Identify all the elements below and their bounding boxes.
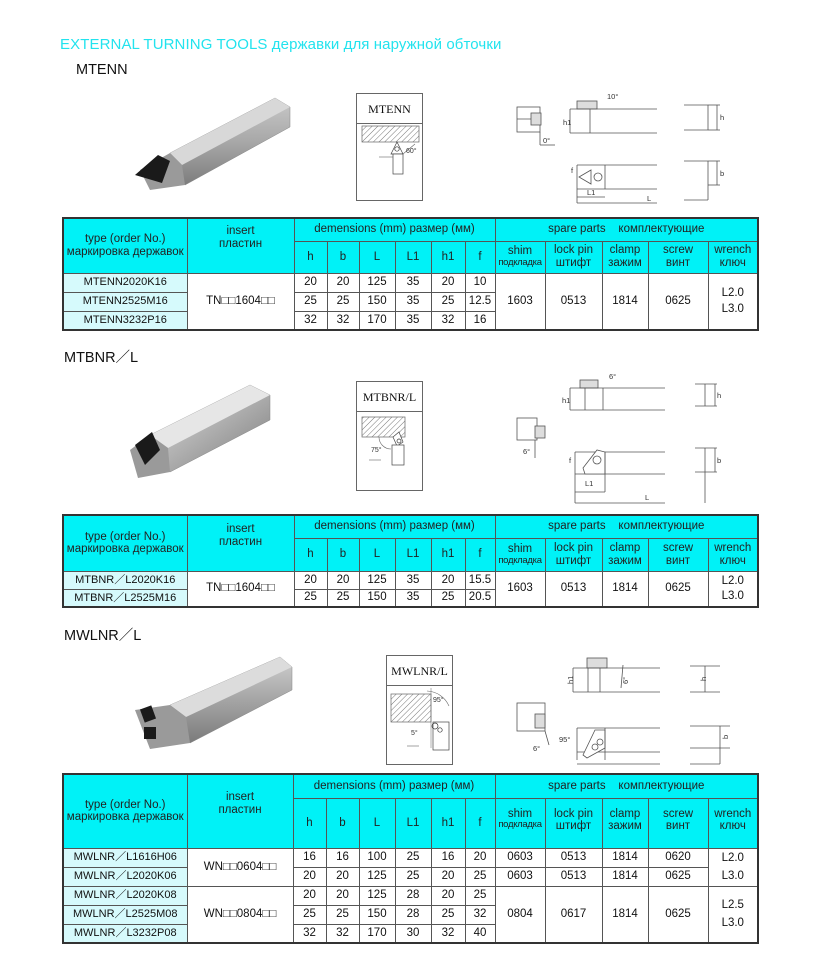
dimension-label: L1 bbox=[587, 188, 596, 197]
angle-label: 60° bbox=[406, 148, 417, 155]
header-L: L bbox=[359, 798, 395, 848]
cell-h: 20 bbox=[294, 571, 327, 589]
tool-photo-mwlnr bbox=[120, 645, 310, 755]
cell-shim: 0804 bbox=[495, 886, 545, 943]
dimension-label: L bbox=[647, 194, 652, 203]
type-cell: MWLNR／L2020K08 bbox=[63, 886, 187, 905]
cell-lock-pin: 0513 bbox=[545, 848, 602, 867]
header-L1: L1 bbox=[395, 538, 431, 571]
cell-L1: 25 bbox=[395, 867, 431, 886]
cell-L1: 30 bbox=[395, 924, 431, 943]
cell-h1: 20 bbox=[431, 571, 465, 589]
spec-table-mwlnr bbox=[62, 773, 759, 944]
dimension-label: h bbox=[699, 676, 708, 681]
header-L1: L1 bbox=[395, 798, 431, 848]
cell-b: 25 bbox=[326, 905, 359, 924]
angle-label: 6° bbox=[523, 447, 531, 456]
cell-h1: 25 bbox=[431, 292, 465, 311]
page-title: EXTERNAL TURNING TOOLS державки для наружной обточки bbox=[60, 36, 502, 53]
cell-wrench: L2.5 L3.0 bbox=[708, 886, 758, 943]
header-shim: shim подкладка bbox=[495, 538, 545, 571]
cell-shim: 1603 bbox=[495, 571, 545, 607]
angle-label: 6° bbox=[621, 676, 630, 684]
cell-b: 32 bbox=[327, 311, 359, 330]
dimension-label: b bbox=[717, 456, 722, 465]
header-screw: screw винт bbox=[648, 538, 708, 571]
cell-b: 20 bbox=[327, 273, 359, 292]
cell-f: 32 bbox=[465, 905, 495, 924]
cell-L: 125 bbox=[359, 571, 395, 589]
header-wrench: wrench ключ bbox=[708, 538, 758, 571]
header-f: f bbox=[465, 798, 495, 848]
header-b: b bbox=[327, 241, 359, 273]
insert-diagram-mtenn bbox=[356, 93, 423, 201]
cell-L1: 28 bbox=[395, 886, 431, 905]
cell-L: 150 bbox=[359, 589, 395, 607]
cell-L1: 35 bbox=[395, 292, 431, 311]
header-L1: L1 bbox=[395, 241, 431, 273]
cell-h: 32 bbox=[293, 924, 326, 943]
dimension-label: b bbox=[720, 169, 725, 178]
header-dimensions: demensions (mm) размер (мм) bbox=[293, 774, 495, 798]
cell-L1: 35 bbox=[395, 273, 431, 292]
cell-lock-pin: 0617 bbox=[545, 886, 602, 943]
cell-h: 32 bbox=[294, 311, 327, 330]
cell-shim: 0603 bbox=[495, 848, 545, 867]
diagram-label: MTBNR/L bbox=[357, 382, 422, 412]
type-cell: MTBNR／L2525M16 bbox=[63, 589, 187, 607]
angle-label: 95° bbox=[433, 697, 444, 704]
cell-b: 20 bbox=[327, 571, 359, 589]
angle-label: 10° bbox=[607, 92, 619, 101]
type-cell: MWLNR／L2020K06 bbox=[63, 867, 187, 886]
header-dimensions: demensions (mm) размер (мм) bbox=[294, 218, 495, 241]
dimension-label: h1 bbox=[566, 675, 575, 684]
dimension-label: b bbox=[721, 734, 730, 739]
header-b: b bbox=[326, 798, 359, 848]
type-cell: MTENN2020K16 bbox=[63, 273, 187, 292]
cell-h: 25 bbox=[294, 589, 327, 607]
cell-h1: 20 bbox=[431, 867, 465, 886]
header-insert: insert пластин bbox=[187, 774, 293, 848]
header-type: type (order No.) маркировка державок bbox=[63, 515, 187, 571]
header-type: type (order No.) маркировка державок bbox=[63, 218, 187, 273]
section-title-mwlnr: MWLNR／L bbox=[64, 628, 142, 644]
cell-h: 16 bbox=[293, 848, 326, 867]
tool-photo-mtbnr bbox=[110, 380, 290, 485]
cell-clamp: 1814 bbox=[602, 886, 648, 943]
insert-diagram-mtbnr bbox=[356, 381, 423, 491]
header-lock-pin: lock pin штифт bbox=[545, 241, 602, 273]
spec-table-mtenn bbox=[62, 217, 759, 331]
type-cell: MTENN3232P16 bbox=[63, 311, 187, 330]
dimension-label: f bbox=[571, 166, 574, 175]
cell-screw: 0625 bbox=[648, 886, 708, 943]
dimension-label: h1 bbox=[562, 396, 571, 405]
header-lock-pin: lock pin штифт bbox=[545, 538, 602, 571]
cell-L1: 28 bbox=[395, 905, 431, 924]
technical-drawing-mtbnr bbox=[505, 368, 740, 508]
cell-b: 25 bbox=[327, 589, 359, 607]
insert-cell: WN□□0804□□ bbox=[187, 886, 293, 943]
header-spare-parts: spare parts комплектующие bbox=[495, 774, 758, 798]
diagram-drawing bbox=[357, 124, 422, 182]
cell-f: 25 bbox=[465, 886, 495, 905]
cell-L: 170 bbox=[359, 924, 395, 943]
table-row bbox=[63, 867, 758, 886]
header-h: h bbox=[294, 241, 327, 273]
insert-diagram-mwlnr bbox=[386, 655, 453, 765]
header-h1: h1 bbox=[431, 241, 465, 273]
cell-f: 20.5 bbox=[465, 589, 495, 607]
header-lock-pin: lock pin штифт bbox=[545, 798, 602, 848]
cell-f: 25 bbox=[465, 867, 495, 886]
cell-wrench: L2.0 L3.0 bbox=[708, 273, 758, 330]
cell-h1: 25 bbox=[431, 589, 465, 607]
dimension-label: h1 bbox=[563, 118, 572, 127]
cell-clamp: 1814 bbox=[602, 848, 648, 867]
cell-L: 150 bbox=[359, 292, 395, 311]
header-f: f bbox=[465, 241, 495, 273]
diagram-label: MWLNR/L bbox=[387, 656, 452, 686]
cell-wrench: L2.0 L3.0 bbox=[708, 571, 758, 607]
header-L: L bbox=[359, 241, 395, 273]
cell-h: 20 bbox=[294, 273, 327, 292]
type-cell: MWLNR／L1616H06 bbox=[63, 848, 187, 867]
cell-f: 12.5 bbox=[465, 292, 495, 311]
cell-f: 16 bbox=[465, 311, 495, 330]
type-cell: MWLNR／L2525M08 bbox=[63, 905, 187, 924]
header-spare-parts: spare parts комплектующие bbox=[495, 218, 758, 241]
cell-f: 15.5 bbox=[465, 571, 495, 589]
header-shim: shim подкладка bbox=[495, 241, 545, 273]
cell-shim: 0603 bbox=[495, 867, 545, 886]
tool-photo-mtenn bbox=[120, 95, 300, 190]
dimension-label: L1 bbox=[585, 479, 594, 488]
header-screw: screw винт bbox=[648, 241, 708, 273]
dimension-label: h bbox=[717, 391, 722, 400]
cell-h1: 20 bbox=[431, 273, 465, 292]
header-h: h bbox=[294, 538, 327, 571]
header-clamp: clamp зажим bbox=[602, 538, 648, 571]
cell-screw: 0620 bbox=[648, 848, 708, 867]
cell-h1: 25 bbox=[431, 905, 465, 924]
header-h1: h1 bbox=[431, 798, 465, 848]
header-h: h bbox=[293, 798, 326, 848]
cell-f: 20 bbox=[465, 848, 495, 867]
cell-h: 20 bbox=[293, 886, 326, 905]
cell-wrench: L2.0 L3.0 bbox=[708, 848, 758, 886]
cell-h1: 16 bbox=[431, 848, 465, 867]
angle-label: 5° bbox=[411, 730, 418, 737]
cell-b: 20 bbox=[326, 886, 359, 905]
header-dimensions: demensions (mm) размер (мм) bbox=[294, 515, 495, 538]
cell-L1: 35 bbox=[395, 589, 431, 607]
dimension-label: f bbox=[569, 456, 572, 465]
section-title-mtbnr: MTBNR／L bbox=[64, 350, 139, 366]
cell-lock-pin: 0513 bbox=[545, 571, 602, 607]
header-h1: h1 bbox=[431, 538, 465, 571]
cell-screw: 0625 bbox=[648, 867, 708, 886]
cell-L: 150 bbox=[359, 905, 395, 924]
cell-b: 16 bbox=[326, 848, 359, 867]
cell-clamp: 1814 bbox=[602, 571, 648, 607]
diagram-drawing bbox=[387, 686, 452, 752]
insert-cell: TN□□1604□□ bbox=[187, 571, 294, 607]
cell-f: 40 bbox=[465, 924, 495, 943]
angle-label: 75° bbox=[371, 447, 382, 454]
angle-label: 95° bbox=[559, 735, 571, 744]
angle-label: 6° bbox=[533, 744, 541, 753]
insert-cell: WN□□0604□□ bbox=[187, 848, 293, 886]
section-title-mtenn: MTENN bbox=[76, 62, 128, 78]
header-type: type (order No.) маркировка державок bbox=[63, 774, 187, 848]
cell-L: 100 bbox=[359, 848, 395, 867]
cell-b: 32 bbox=[326, 924, 359, 943]
dimension-label: h bbox=[720, 113, 725, 122]
spec-table-mtbnr bbox=[62, 514, 759, 608]
cell-clamp: 1814 bbox=[602, 273, 648, 330]
cell-screw: 0625 bbox=[648, 273, 708, 330]
header-L: L bbox=[359, 538, 395, 571]
cell-L: 125 bbox=[359, 886, 395, 905]
diagram-label: MTENN bbox=[357, 94, 422, 124]
header-wrench: wrench ключ bbox=[708, 241, 758, 273]
cell-L: 125 bbox=[359, 867, 395, 886]
dimension-label: L bbox=[645, 493, 650, 502]
cell-L: 125 bbox=[359, 273, 395, 292]
type-cell: MTBNR／L2020K16 bbox=[63, 571, 187, 589]
cell-b: 25 bbox=[327, 292, 359, 311]
type-cell: MTENN2525M16 bbox=[63, 292, 187, 311]
header-spare-parts: spare parts комплектующие bbox=[495, 515, 758, 538]
header-wrench: wrench ключ bbox=[708, 798, 758, 848]
cell-L1: 35 bbox=[395, 571, 431, 589]
cell-lock-pin: 0513 bbox=[545, 273, 602, 330]
cell-clamp: 1814 bbox=[602, 867, 648, 886]
table-row bbox=[63, 273, 758, 292]
header-b: b bbox=[327, 538, 359, 571]
cell-lock-pin: 0513 bbox=[545, 867, 602, 886]
angle-label: 6° bbox=[609, 372, 617, 381]
header-f: f bbox=[465, 538, 495, 571]
cell-screw: 0625 bbox=[648, 571, 708, 607]
header-clamp: clamp зажим bbox=[602, 798, 648, 848]
header-shim: shim подкладка bbox=[495, 798, 545, 848]
header-clamp: clamp зажим bbox=[602, 241, 648, 273]
type-cell: MWLNR／L3232P08 bbox=[63, 924, 187, 943]
technical-drawing-mtenn bbox=[495, 85, 740, 205]
insert-cell: TN□□1604□□ bbox=[187, 273, 294, 330]
header-insert: insert пластин bbox=[187, 218, 294, 273]
technical-drawing-mwlnr bbox=[505, 650, 740, 765]
angle-label: 0° bbox=[543, 136, 551, 145]
table-row bbox=[63, 848, 758, 867]
cell-h1: 32 bbox=[431, 311, 465, 330]
cell-L1: 35 bbox=[395, 311, 431, 330]
cell-h1: 32 bbox=[431, 924, 465, 943]
cell-h1: 20 bbox=[431, 886, 465, 905]
cell-h: 25 bbox=[293, 905, 326, 924]
cell-h: 25 bbox=[294, 292, 327, 311]
header-insert: insert пластин bbox=[187, 515, 294, 571]
table-row bbox=[63, 886, 758, 905]
table-row bbox=[63, 571, 758, 589]
cell-f: 10 bbox=[465, 273, 495, 292]
cell-L1: 25 bbox=[395, 848, 431, 867]
diagram-drawing bbox=[357, 412, 422, 467]
header-screw: screw винт bbox=[648, 798, 708, 848]
cell-shim: 1603 bbox=[495, 273, 545, 330]
cell-b: 20 bbox=[326, 867, 359, 886]
cell-h: 20 bbox=[293, 867, 326, 886]
cell-L: 170 bbox=[359, 311, 395, 330]
